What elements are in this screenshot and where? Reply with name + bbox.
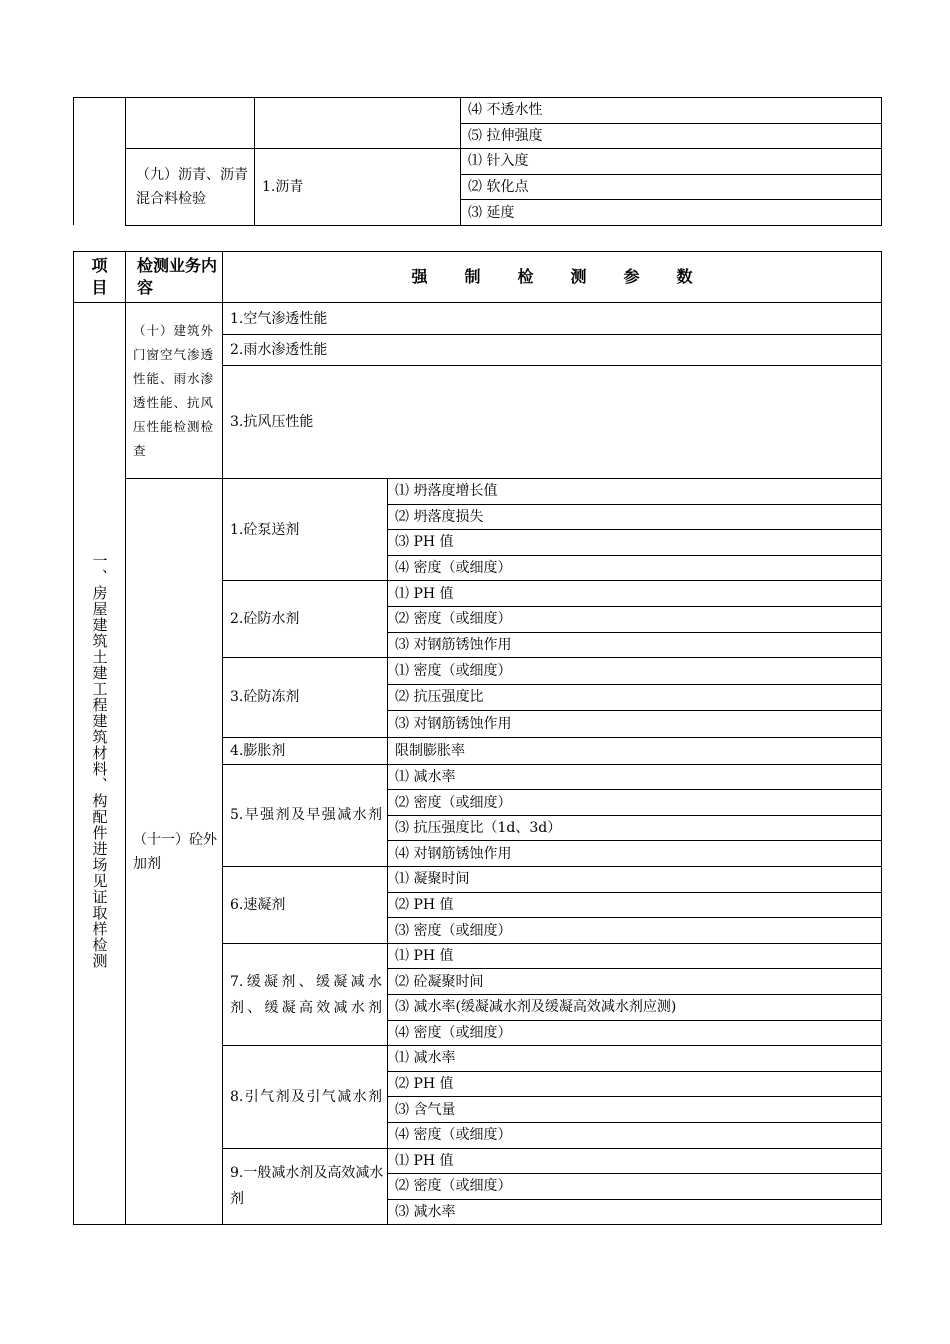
param-cell: ⑶ 对钢筋锈蚀作用: [388, 632, 882, 658]
param-cell: 2.雨水渗透性能: [223, 335, 882, 366]
param-cell: ⑵ 砼凝聚时间: [388, 969, 882, 995]
param-cell: ⑴ PH 值: [388, 581, 882, 607]
header-project: 项 目: [74, 252, 126, 303]
param-cell: ⑶ 减水率(缓凝减水剂及缓凝高效减水剂应测): [388, 995, 882, 1021]
param-cell: ⑷ 对钢筋锈蚀作用: [388, 841, 882, 867]
param-cell: ⑴ 减水率: [388, 764, 882, 790]
item-cell: 1.砼泵送剂: [223, 479, 388, 581]
param-cell: ⑶ 抗压强度比（1d、3d）: [388, 815, 882, 841]
param-cell: 3.抗风压性能: [223, 366, 882, 479]
param-cell: ⑵ PH 值: [388, 1071, 882, 1097]
param-cell: ⑶ PH 值: [388, 530, 882, 556]
business-cell-continued: [126, 98, 255, 149]
param-cell: ⑴ 坍落度增长值: [388, 479, 882, 505]
param-cell: ⑷ 不透水性: [461, 98, 882, 124]
item-cell: [223, 1046, 388, 1148]
business-cell-asphalt: （九）沥青、沥青混合料检验: [126, 149, 255, 226]
param-cell: ⑵ 密度（或细度）: [388, 790, 882, 816]
param-cell: ⑴ 针入度: [461, 149, 882, 175]
param-cell: 限制膨胀率: [388, 737, 882, 764]
item-cell: [223, 764, 388, 866]
param-cell: ⑴ 凝聚时间: [388, 867, 882, 893]
param-cell: ⑴ PH 值: [388, 943, 882, 969]
item-cell: 9.一般减水剂及高效减水剂: [223, 1148, 388, 1225]
param-cell: ⑷ 密度（或细度）: [388, 555, 882, 581]
param-cell: ⑴ 减水率: [388, 1046, 882, 1072]
param-cell: ⑶ 密度（或细度）: [388, 918, 882, 944]
item-label: 8.引气剂及引气减水剂: [230, 1088, 382, 1105]
item-cell: 2.砼防水剂: [223, 581, 388, 658]
param-cell: ⑴ PH 值: [388, 1148, 882, 1174]
item-cell: 3.砼防冻剂: [223, 658, 388, 738]
param-cell: ⑵ 密度（或细度）: [388, 606, 882, 632]
category-label: 一、房屋建筑土建工程建筑材料、构配件进场见证取样检测: [90, 553, 109, 970]
business-cell-admixture: （十一）砼外加剂: [126, 479, 223, 1225]
param-cell: ⑵ 密度（或细度）: [388, 1174, 882, 1200]
header-business: 检测业务内 容: [126, 252, 223, 303]
param-cell: ⑶ 延度: [461, 200, 882, 226]
category-cell-continued: [74, 98, 126, 226]
param-cell: ⑵ 软化点: [461, 174, 882, 200]
param-cell: ⑶ 含气量: [388, 1097, 882, 1123]
param-cell: ⑶ 对钢筋锈蚀作用: [388, 711, 882, 738]
param-cell: ⑵ 坍落度损失: [388, 504, 882, 530]
business-windows-label: （十）建筑外门窗空气渗透性能、雨水渗透性能、抗风压性能检测检查: [133, 322, 215, 458]
item-cell: 6.速凝剂: [223, 867, 388, 944]
item-cell-continued: [255, 98, 461, 149]
param-cell: 1.空气渗透性能: [223, 303, 882, 335]
header-params-label: 强制检测参数: [411, 267, 730, 286]
item-label: 5.早强剂及早强减水剂: [230, 807, 382, 824]
param-cell: ⑵ 抗压强度比: [388, 684, 882, 711]
param-cell: ⑷ 密度（或细度）: [388, 1122, 882, 1148]
param-cell: ⑴ 密度（或细度）: [388, 658, 882, 685]
param-cell: ⑷ 密度（或细度）: [388, 1020, 882, 1046]
item-label: 7.缓凝剂、缓凝减水剂、缓凝高效减水剂: [230, 973, 382, 1016]
item-cell: [223, 943, 388, 1045]
param-cell: ⑵ PH 值: [388, 892, 882, 918]
continuation-table: [73, 97, 882, 226]
param-cell: ⑶ 减水率: [388, 1199, 882, 1225]
param-cell: ⑸ 拉伸强度: [461, 123, 882, 149]
item-cell: 4.膨胀剂: [223, 737, 388, 764]
inspection-parameters-table: [73, 251, 882, 1225]
header-params: [223, 252, 882, 303]
business-cell-windows: [126, 303, 223, 479]
item-cell-asphalt: 1.沥青: [255, 149, 461, 226]
category-cell: [74, 303, 126, 1225]
